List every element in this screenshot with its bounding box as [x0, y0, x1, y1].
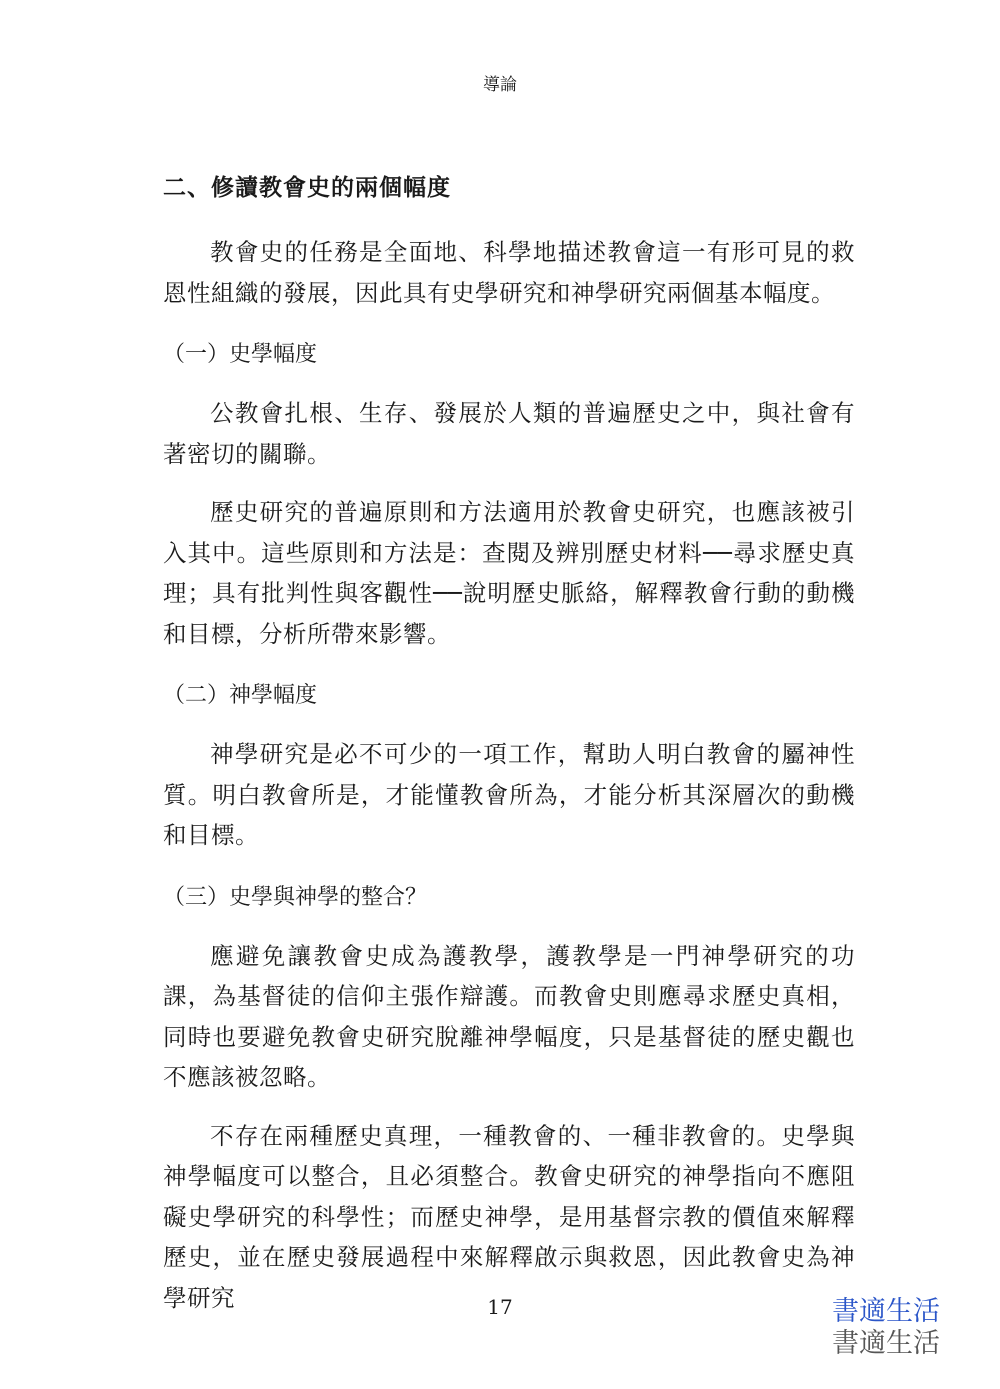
- running-header: 導論: [483, 75, 517, 95]
- section-intro-paragraph: 教會史的任務是全面地、科學地描述教會這一有形可見的救恩性組織的發展，因此具有史學研究和神學研究兩個基本幅度。: [163, 238, 855, 307]
- subsection-theology-title: （二）神學幅度: [163, 683, 318, 708]
- section-heading: 二、修讀教會史的兩個幅度: [163, 175, 451, 201]
- history-paragraph-1: 公教會扎根、生存、發展於人類的普遍歷史之中，與社會有著密切的關聯。: [163, 399, 855, 468]
- subsection-integration-title: （三）史學與神學的整合？: [163, 884, 428, 910]
- watermark-line-secondary: 書適生活: [832, 1328, 940, 1359]
- history-paragraph-2: 歷史研究的普遍原則和方法適用於教會史研究，也應該被引入其中。這些原則和方法是：查閱及辨別歷史材料──尋求歷史真理；具有批判性與客觀性──說明歷史脈絡，解釋教會行動的動機和目標，分析所帶來影響。: [163, 498, 855, 648]
- watermark-line-primary: 書適生活: [832, 1296, 940, 1327]
- watermark: [832, 1296, 940, 1360]
- page-content: [163, 170, 855, 1336]
- integration-paragraph-2: 不存在兩種歷史真理，一種教會的、一種非教會的。史學與神學幅度可以整合，且必須整合。教會史研究的神學指向不應阻礙史學研究的科學性；而歷史神學，是用基督宗教的價值來解釋歷史，並在歷史發展過程中來解釋啟示與救恩，因此教會史為神學研究: [163, 1121, 855, 1312]
- integration-paragraph-1: 應避免讓教會史成為護教學，護教學是一門神學研究的功課，為基督徒的信仰主張作辯護。而教會史則應尋求歷史真相，同時也要避免教會史研究脫離神學幅度，只是基督徒的歷史觀也不應該被忽略。: [163, 941, 855, 1091]
- subsection-history-title: （一）史學幅度: [163, 342, 318, 367]
- page-number: 17: [487, 1295, 513, 1319]
- theology-paragraph-1: 神學研究是必不可少的一項工作，幫助人明白教會的屬神性質。明白教會所是，才能懂教會所為，才能分析其深層次的動機和目標。: [163, 740, 855, 849]
